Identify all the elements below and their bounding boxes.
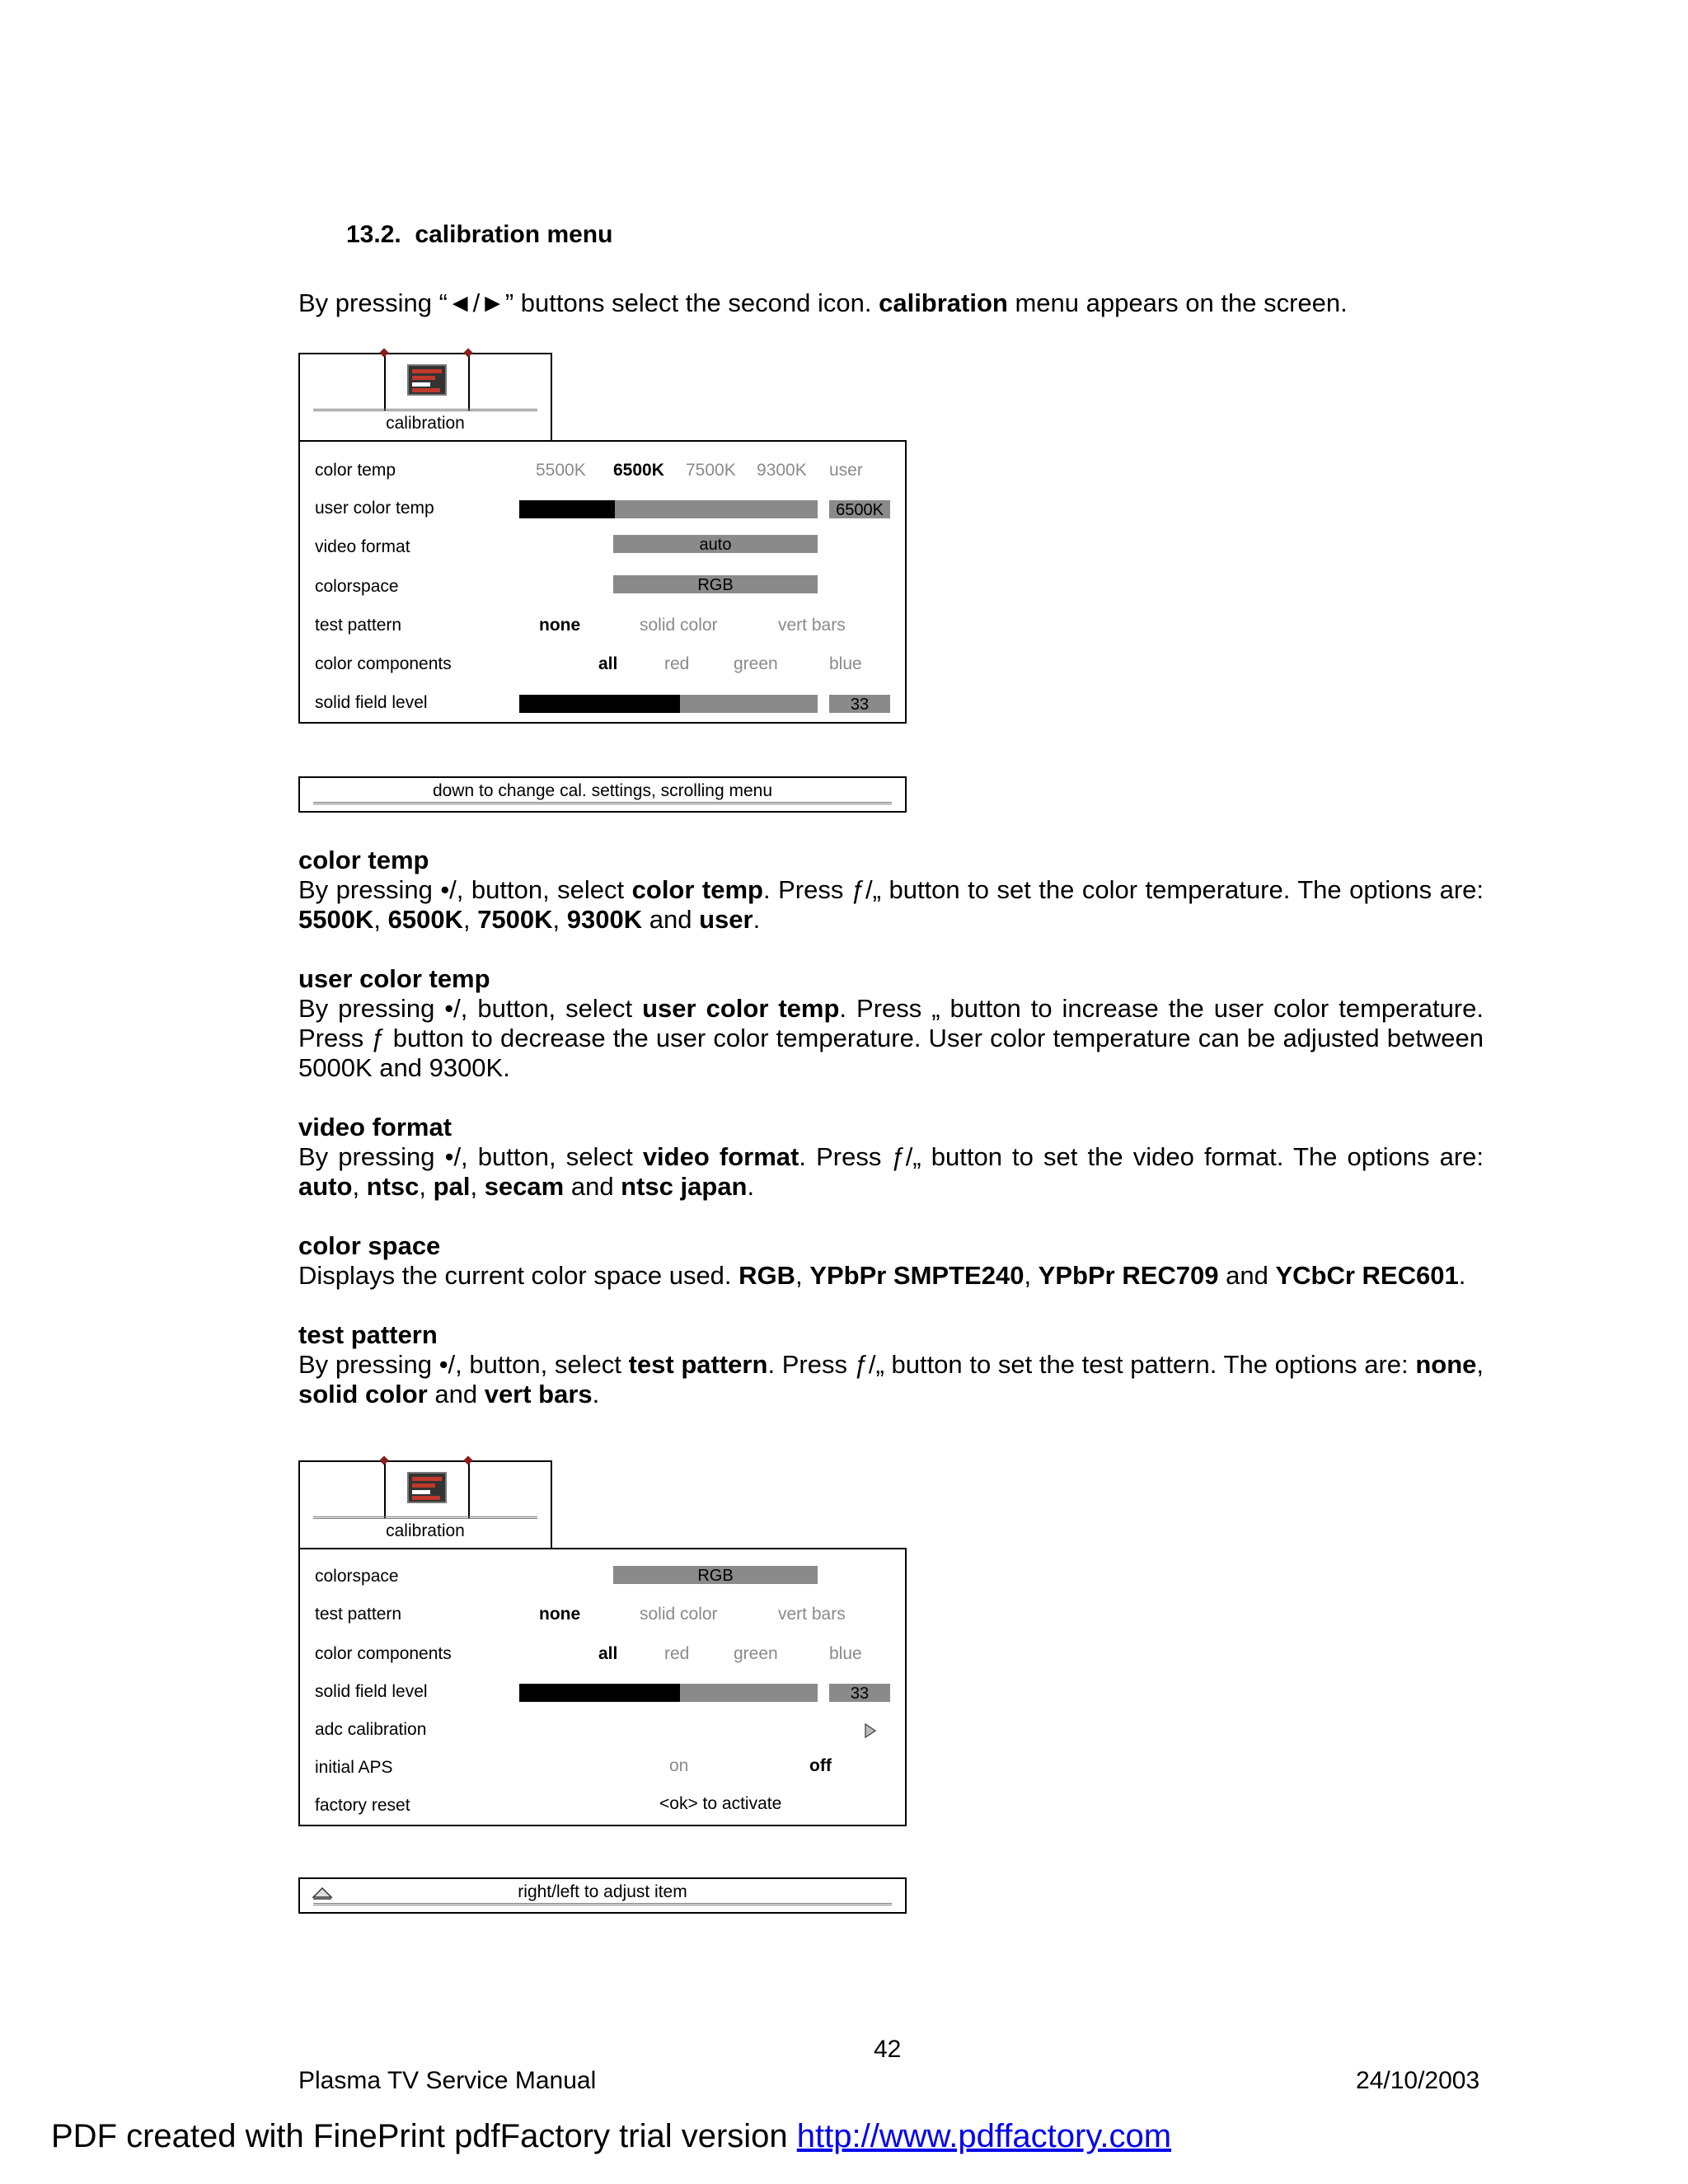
intro-bold: calibration [879,288,1008,317]
paragraph-heading: video format [298,1113,452,1141]
option-all[interactable]: all [598,1644,618,1663]
slider-fill [519,695,680,713]
row-color-components[interactable]: color components [315,654,452,673]
submenu-arrow-icon[interactable] [864,1722,877,1739]
option-none[interactable]: none [539,1605,581,1624]
option-solid-color[interactable]: solid color [640,616,718,635]
section-heading [346,221,612,249]
paragraph-video-format: video format By pressing •/, button, select video format. Press ƒ/„ button to set the video format. The options are: auto, ntsc, pal, secam and ntsc japan. [298,1113,1484,1201]
menu1-tab-divider [313,409,537,411]
footer-manual-title: Plasma TV Service Manual [298,2067,597,2094]
option-off[interactable]: off [809,1756,832,1775]
row-factory-reset[interactable]: factory reset [315,1796,410,1815]
calibration-menu-icon [407,1472,447,1503]
menu2-tab-header [298,1460,552,1549]
paragraph-heading: test pattern [298,1320,438,1349]
corner-marker-icon [463,1455,472,1465]
menu1-tab-center[interactable] [386,354,470,410]
user-color-temp-slider[interactable] [519,500,818,518]
pdf-banner-text: PDF created with FinePrint pdfFactory trial version [51,2118,797,2154]
paragraph-color-temp: color temp By pressing •/, button, select color temp. Press ƒ/„ button to set the color temperature. The options are: 5500K, 6500K, 7500K, 9300K and user. [298,846,1484,934]
option-blue[interactable]: blue [829,654,862,673]
option-6500k[interactable]: 6500K [613,461,664,480]
menu1-tab-title: calibration [386,414,465,433]
menu2-status-bar [298,1877,907,1914]
menu1-status-text: down to change cal. settings, scrolling menu [432,781,773,800]
option-5500k[interactable]: 5500K [536,461,586,480]
status-divider [313,1903,892,1905]
option-solid-color[interactable]: solid color [640,1605,718,1624]
option-red[interactable]: red [664,654,690,673]
row-color-temp[interactable]: color temp [315,461,396,480]
factory-reset-value[interactable]: <ok> to activate [659,1794,782,1813]
row-test-pattern[interactable]: test pattern [315,1605,402,1624]
row-initial-aps[interactable]: initial APS [315,1758,393,1777]
pdf-banner [51,2118,1171,2155]
paragraph-heading: color temp [298,846,429,874]
menu1-tab-header [298,353,552,442]
row-colorspace[interactable]: colorspace [315,577,399,596]
footer-date: 24/10/2003 [1356,2067,1480,2094]
option-red[interactable]: red [664,1644,690,1663]
option-9300k[interactable]: 9300K [757,461,807,480]
menu2-panel [298,1548,907,1826]
section-title: calibration menu [415,221,613,248]
colorspace-value: RGB [613,575,818,593]
option-on[interactable]: on [669,1756,689,1775]
solid-field-level-value: 33 [829,1684,890,1702]
menu2-tab-title: calibration [386,1521,465,1540]
menu1-tab-left [300,354,386,410]
menu2-tab-divider [313,1516,537,1519]
menu2-tab-left [300,1462,386,1518]
pdffactory-link[interactable]: http://www.pdffactory.com [796,2118,1172,2154]
solid-field-level-slider[interactable] [519,695,818,713]
solid-field-level-value: 33 [829,695,890,713]
row-solid-field-level[interactable]: solid field level [315,1682,428,1701]
option-green[interactable]: green [734,654,778,673]
paragraph-color-space: color space Displays the current color space used. RGB, YPbPr SMPTE240, YPbPr REC709 and YCbCr REC601. [298,1231,1484,1291]
intro-text-end: menu appears on the screen. [1007,288,1348,317]
option-vert-bars[interactable]: vert bars [778,1605,846,1624]
paragraph-heading: user color temp [298,964,490,993]
video-format-value[interactable]: auto [613,535,818,553]
slider-fill [519,500,615,518]
slider-fill [519,1684,680,1702]
menu2-status-text: right/left to adjust item [518,1882,687,1901]
menu1-status-bar [298,776,907,813]
option-user[interactable]: user [829,461,863,480]
row-test-pattern[interactable]: test pattern [315,616,402,635]
row-video-format[interactable]: video format [315,537,410,556]
option-7500k[interactable]: 7500K [686,461,736,480]
intro-paragraph [298,288,1348,318]
section-number: 13.2. [346,221,401,248]
intro-text: By pressing “◄/►” buttons select the second icon. [298,288,879,317]
option-green[interactable]: green [734,1644,778,1663]
option-vert-bars[interactable]: vert bars [778,616,846,635]
solid-field-level-slider[interactable] [519,1684,818,1702]
row-color-components[interactable]: color components [315,1644,452,1663]
row-adc-calibration[interactable]: adc calibration [315,1720,427,1739]
menu2-tab-center[interactable] [386,1462,470,1518]
row-solid-field-level[interactable]: solid field level [315,693,428,712]
page-number: 42 [874,2036,902,2063]
calibration-menu-icon [407,364,447,396]
row-colorspace[interactable]: colorspace [315,1567,399,1586]
menu1-panel [298,440,907,724]
status-divider [313,802,892,804]
option-none[interactable]: none [539,616,581,635]
paragraph-test-pattern: test pattern By pressing •/, button, select test pattern. Press ƒ/„ button to set the test pattern. The options are: none, solid color and vert bars. [298,1320,1484,1408]
user-color-temp-value: 6500K [829,500,890,518]
paragraph-heading: color space [298,1231,441,1260]
paragraph-user-color-temp: user color temp By pressing •/, button, select user color temp. Press „ button to increase the user color temperature. Press ƒ button to decrease the user color temperature. User color temperature can be adjusted between 5000K and 9300K. [298,964,1484,1082]
option-all[interactable]: all [598,654,618,673]
option-blue[interactable]: blue [829,1644,862,1663]
colorspace-value: RGB [613,1566,818,1584]
corner-marker-icon [463,348,472,357]
row-user-color-temp[interactable]: user color temp [315,499,434,518]
